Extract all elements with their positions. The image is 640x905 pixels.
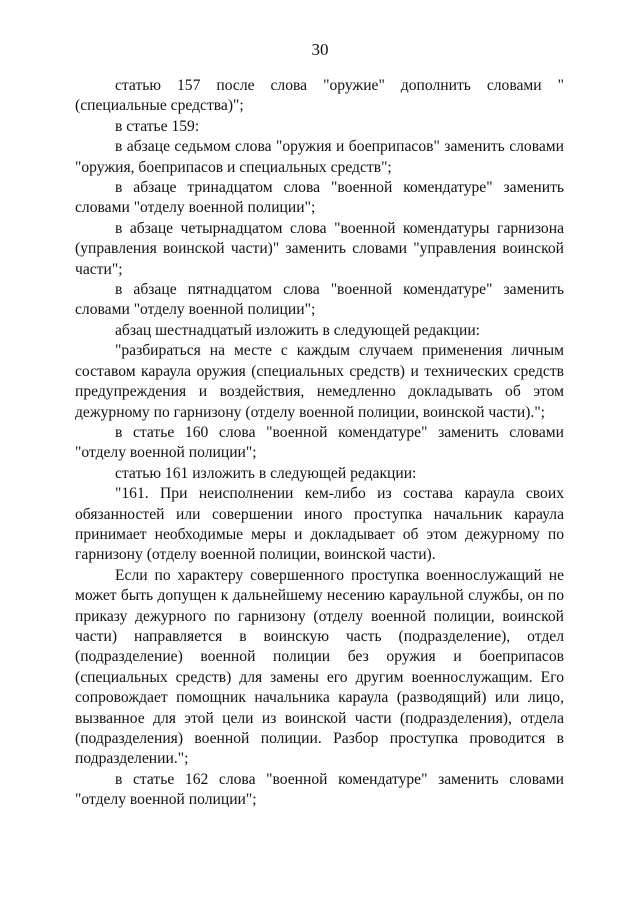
- paragraph: в абзаце седьмом слова "оружия и боеприпасов" заменить словами "оружия, боеприпасов и специальных средств";: [75, 138, 564, 176]
- document-body: [75, 76, 564, 811]
- page-number: 30: [311, 40, 329, 59]
- paragraph: статью 157 после слова "оружие" дополнить словами "(специальные средства)";: [75, 77, 564, 115]
- paragraph: в статье 162 слова "военной комендатуре" заменить словами "отделу военной полиции";: [75, 770, 564, 809]
- paragraph: в статье 159:: [115, 117, 200, 135]
- paragraph: статью 161 изложить в следующей редакции:: [115, 464, 417, 482]
- paragraph: "разбираться на месте с каждым случаем применения личным составом караула оружия (специальных средств) и технических средств предупреждения и воздействия, немедленно докладывать об этом дежурному по гарнизону (отделу военной полиции, воинской части).";: [75, 342, 564, 421]
- paragraph: Если по характеру совершенного проступка военнослужащий не может быть допущен к дальнейшему несению караульной службы, он по приказу дежурного по гарнизону (отделу военной полиции, воинской части) направляется в воинскую часть (подразделение), отдел (подразделение) военной полиции без оружия и боеприпасов (специальных средств) для замены его другим военнослужащим. Его сопровождает помощник начальника караула (разводящий) или лицо, вызванное для этой цели из воинской части (подразделения), отдела (подразделения) военной полиции. Разбор проступка проводится в подразделении.";: [75, 566, 564, 768]
- paragraph: в абзаце четырнадцатом слова "военной комендатуры гарнизона (управления воинской части)" заменить словами "управления воинской части";: [75, 219, 564, 278]
- paragraph: "161. При неисполнении кем-либо из состава караула своих обязанностей или совершении иного проступка начальник караула принимает необходимые меры и докладывает об этом дежурному по гарнизону (отделу военной полиции, воинской части).: [75, 485, 564, 564]
- paragraph: абзац шестнадцатый изложить в следующей редакции:: [115, 321, 481, 339]
- paragraph: в абзаце тринадцатом слова "военной комендатуре" заменить словами "отделу военной полиции";: [75, 179, 564, 217]
- paragraph: в статье 160 слова "военной комендатуре" заменить словами "отделу военной полиции";: [75, 423, 564, 462]
- paragraph: в абзаце пятнадцатом слова "военной комендатуре" заменить словами "отделу военной полиции";: [75, 281, 564, 319]
